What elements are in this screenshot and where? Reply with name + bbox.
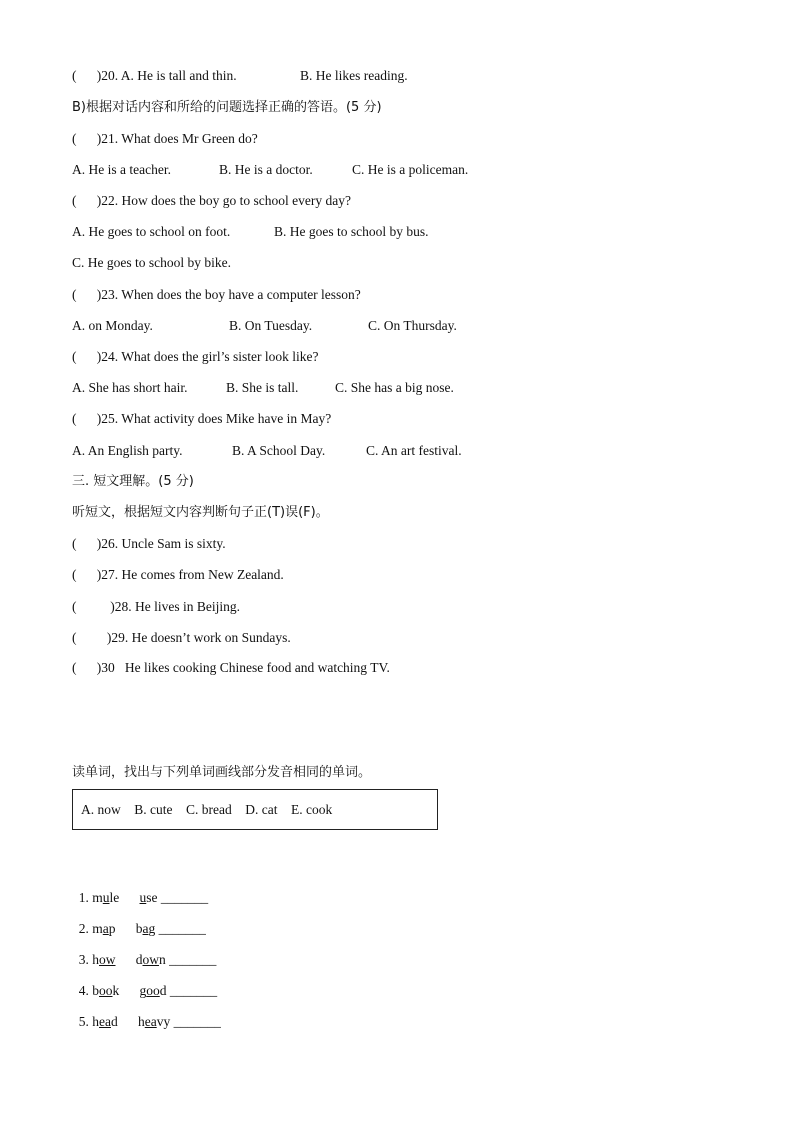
q23-option-c: C. On Thursday. [368,318,457,333]
answer-blank[interactable]: _______ [169,952,217,967]
q23-stem: ( )23. When does the boy have a computer lesson? [72,287,361,302]
options-box [72,789,438,830]
answer-blank[interactable]: _______ [173,1014,221,1029]
q27: ( )27. He comes from New Zealand. [72,567,284,582]
q24-option-b: B. She is tall. [226,380,299,395]
q26: ( )26. Uncle Sam is sixty. [72,536,226,551]
q30: ( )30 He likes cooking Chinese food and watching TV. [72,660,390,675]
q20-stem: ( )20. A. He is tall and thin. [72,68,237,83]
q25-option-a: A. An English party. [72,443,183,458]
phonics-item: 3. how down _______ [78,952,217,967]
phonics-item: 4. book good _______ [78,983,218,998]
q22-option-c: C. He goes to school by bike. [72,255,231,270]
phonics-item: 1. mule use _______ [78,890,209,905]
q22-stem: ( )22. How does the boy go to school every day? [72,193,351,208]
q20-option-b: B. He likes reading. [300,68,408,83]
answer-blank[interactable]: _______ [160,890,209,905]
phonics-instructions: 读单词，找出与下列单词画线部分发音相同的单词。 [72,765,372,780]
q25-stem: ( )25. What activity does Mike have in May? [72,411,332,426]
answer-blank[interactable]: _______ [169,983,218,998]
q21-stem: ( )21. What does Mr Green do? [72,131,258,146]
phonics-item: 2. map bag _______ [78,921,206,936]
section-b-title: B)根据对话内容和所给的问题选择正确的答语。(5 分) [72,100,382,115]
q24-stem: ( )24. What does the girl’s sister look like? [72,349,319,364]
q22-option-a: A. He goes to school on foot. [72,224,231,239]
section3-title: 三. 短文理解。(5 分) [72,474,194,489]
q24-option-a: A. She has short hair. [72,380,188,395]
options-box-text: A. now B. cute C. bread D. cat E. cook [81,802,333,817]
q25-option-c: C. An art festival. [366,443,462,458]
section3-instructions: 听短文，根据短文内容判断句子正(T)误(F)。 [72,505,329,520]
q23-option-a: A. on Monday. [72,318,153,333]
q23-option-b: B. On Tuesday. [229,318,313,333]
q28: ( )28. He lives in Beijing. [72,599,240,614]
answer-blank[interactable]: _______ [158,921,206,936]
q25-option-b: B. A School Day. [232,443,326,458]
q22-option-b: B. He goes to school by bus. [274,224,429,239]
q29: ( )29. He doesn’t work on Sundays. [72,630,291,645]
q24-option-c: C. She has a big nose. [335,380,454,395]
q21-option-b: B. He is a doctor. [219,162,313,177]
phonics-item: 5. head heavy _______ [78,1014,221,1029]
q21-option-a: A. He is a teacher. [72,162,171,177]
q21-option-c: C. He is a policeman. [352,162,469,177]
